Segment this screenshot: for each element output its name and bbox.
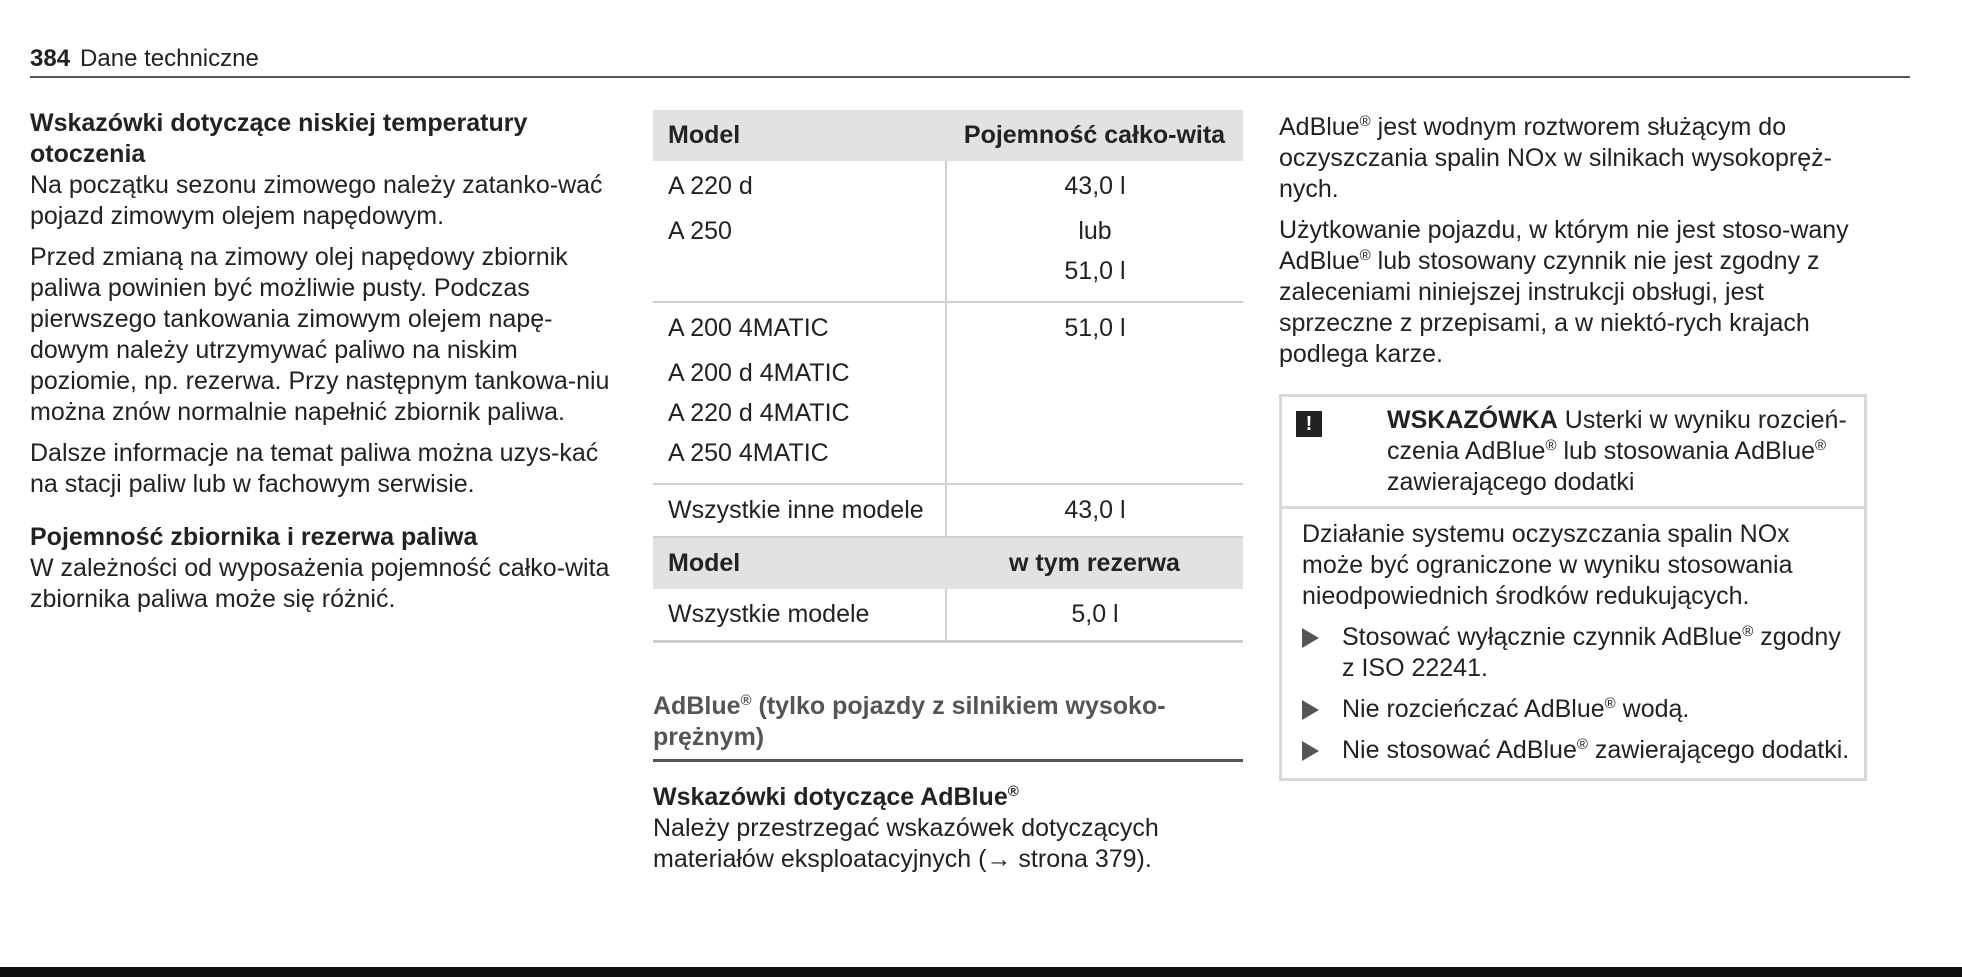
table-cell-model <box>653 161 946 302</box>
registered-mark: ® <box>1545 437 1557 454</box>
header-cell-model: Model <box>653 537 946 589</box>
capacity-value: 43,0 l <box>1064 172 1126 200</box>
notice-header <box>1282 397 1864 509</box>
paragraph: W zależności od wyposażenia pojemność całko-wita zbiornika paliwa może się różnić. <box>30 554 610 613</box>
registered-mark: ® <box>1007 783 1019 800</box>
page-bottom-bar <box>0 967 1962 977</box>
step-text: zawierającego dodatki. <box>1587 736 1850 764</box>
instruction-step <box>1302 622 1850 684</box>
model-name: A 200 d 4MATIC <box>668 359 850 387</box>
column-middle <box>653 108 1243 885</box>
table-header-row <box>653 537 1243 589</box>
registered-mark: ® <box>1815 437 1827 454</box>
heading-tank-capacity: Pojemność zbiornika i rezerwa paliwa <box>30 523 478 551</box>
page-number: 384 <box>30 45 71 72</box>
table-header-row <box>653 110 1243 161</box>
paragraph <box>1279 112 1867 205</box>
paragraph-text: jest wodnym roztworem służącym do oczyszczania spalin NOx w silnikach wysokopręż-nych. <box>1279 113 1832 203</box>
header-rule <box>30 76 1910 78</box>
paragraph-text: lub stosowany czynnik nie jest zgodny z zaleceniami niniejszej instrukcji obsługi, jest sprzeczne z przepisami, a w niektó-rych krajach podlega karze. <box>1279 247 1820 368</box>
header-cell-model: Model <box>653 110 946 161</box>
fuel-capacity-table <box>653 110 1243 643</box>
registered-mark: ® <box>1359 113 1371 130</box>
notice-title: lub stosowania AdBlue <box>1556 437 1816 465</box>
table-row <box>653 161 1243 302</box>
header-cell-capacity: Pojemność całko-wita <box>946 110 1243 161</box>
notice-body <box>1282 509 1864 778</box>
capacity-value: 51,0 l <box>1064 257 1126 285</box>
notice-title: Usterki w wyniku rozcień-czenia AdBlue <box>1387 406 1847 465</box>
exclamation-icon: ! <box>1296 411 1322 437</box>
paragraph: Dalsze informacje na temat paliwa można uzys-kać na stacji paliw lub w fachowym serwisie. <box>30 439 599 498</box>
step-text: Stosować wyłącznie czynnik AdBlue <box>1342 623 1743 651</box>
step-text: Nie stosować AdBlue <box>1342 736 1577 764</box>
table-cell-value: 43,0 l <box>946 484 1243 537</box>
section-title-rest: (tylko pojazdy z silnikiem wysoko-prężnym) <box>653 692 1166 751</box>
column-left <box>30 108 625 625</box>
capacity-or: lub <box>1078 217 1112 245</box>
paragraph: Należy przestrzegać wskazówek dotyczących materiałów eksploatacyjnych (→ strona 379). <box>653 814 1159 873</box>
paragraph-text: Użytkowanie pojazdu, w którym nie jest stoso-wany AdBlue <box>1279 216 1849 275</box>
adblue-word: AdBlue <box>1279 113 1360 141</box>
registered-mark: ® <box>1742 623 1754 640</box>
table-row <box>653 589 1243 642</box>
model-name: A 200 4MATIC <box>668 314 829 342</box>
table-cell-model <box>653 302 946 484</box>
registered-mark: ® <box>1359 247 1371 264</box>
heading-low-temperature: Wskazówki dotyczące niskiej temperatury otoczenia <box>30 109 528 168</box>
adblue-subheading <box>653 782 1243 813</box>
step-text: zgodny z ISO 22241. <box>1342 623 1841 682</box>
registered-mark: ® <box>1604 695 1616 712</box>
subheading-text: Wskazówki dotyczące AdBlue <box>653 783 1008 811</box>
arrow-right-icon <box>1302 628 1319 648</box>
instruction-step <box>1302 735 1850 766</box>
table-cell-value: 51,0 l <box>946 302 1243 484</box>
column-right <box>1279 112 1867 781</box>
paragraph: Przed zmianą na zimowy olej napędowy zbiornik paliwa powinien być możliwie pusty. Podczas pierwszego tankowania zimowym olejem napę-dowym należy utrzymywać paliwo na niskim poziomie, np. rezerwa. Przy następnym tankowa-niu można znów normalnie napełnić zbiornik paliwa. <box>30 243 610 426</box>
table-row <box>653 484 1243 537</box>
adblue-word: AdBlue <box>653 692 741 720</box>
notice-title: zawierającego dodatki <box>1387 468 1635 496</box>
table-row <box>653 302 1243 484</box>
paragraph <box>1279 215 1867 370</box>
adblue-section-title <box>653 691 1243 762</box>
step-text: wodą. <box>1615 695 1690 723</box>
model-name: A 220 d 4MATIC <box>668 399 850 427</box>
model-name: A 250 <box>668 217 732 245</box>
arrow-right-icon <box>1302 741 1319 761</box>
model-name: A 220 d <box>668 172 753 200</box>
table-cell-value: 5,0 l <box>946 589 1243 642</box>
instruction-step <box>1302 694 1850 725</box>
page-header <box>30 44 259 74</box>
header-cell-reserve: w tym rezerwa <box>946 537 1243 589</box>
step-text: Nie rozcieńczać AdBlue <box>1342 695 1605 723</box>
notice-box <box>1279 394 1867 781</box>
arrow-right-icon <box>1302 700 1319 720</box>
section-title: Dane techniczne <box>80 45 259 72</box>
model-name: A 250 4MATIC <box>668 439 829 467</box>
notice-text: Działanie systemu oczyszczania spalin NOx może być ograniczone w wyniku stosowania nieodpowiednich środków redukujących. <box>1302 520 1793 610</box>
table-cell-model: Wszystkie inne modele <box>653 484 946 537</box>
notice-keyword: WSKAZÓWKA <box>1387 406 1558 434</box>
table-cell-model: Wszystkie modele <box>653 589 946 642</box>
registered-mark: ® <box>740 692 752 709</box>
registered-mark: ® <box>1576 736 1588 753</box>
table-cell-value <box>946 161 1243 302</box>
paragraph: Na początku sezonu zimowego należy zatanko-wać pojazd zimowym olejem napędowym. <box>30 171 603 230</box>
